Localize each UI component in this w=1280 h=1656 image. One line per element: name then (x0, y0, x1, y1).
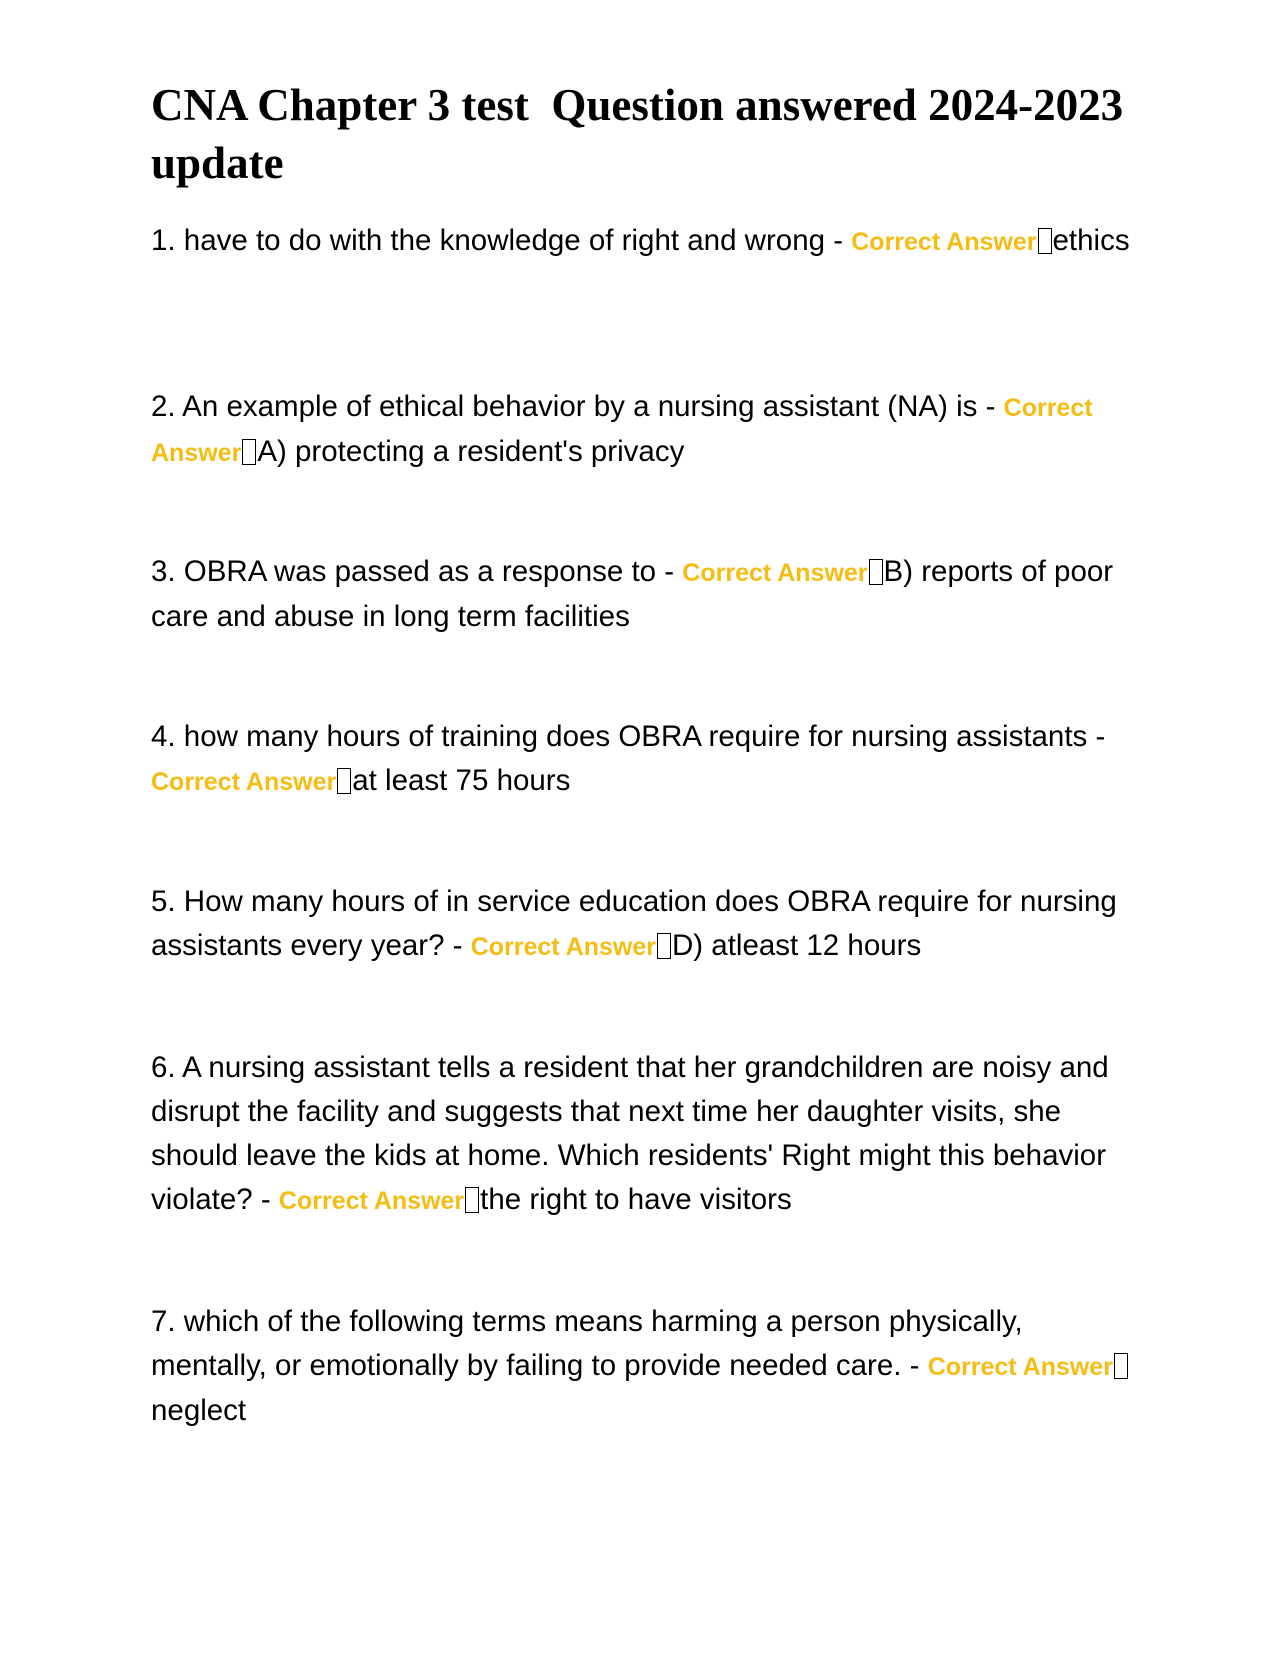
answer-text: neglect (151, 1394, 247, 1427)
answer-text: at least 75 hours (352, 764, 571, 797)
question-text: 7. which of the following terms means harming a person physically, mentally, or emotionally by failing to provide needed care. - (151, 1305, 1023, 1382)
missing-glyph-icon (869, 559, 883, 585)
question-text: 2. An example of ethical behavior by a nursing assistant (NA) is - (151, 390, 1004, 423)
answer-text: A) protecting a resident's privacy (257, 435, 685, 468)
question-text: 6. A nursing assistant tells a resident that her grandchildren are noisy and disrupt the facility and suggests that next time her daughter visits, she should leave the kids at home. Which residents' Right might this behavior violate? - (151, 1051, 1109, 1216)
question-item (151, 715, 1141, 804)
question-item (151, 219, 1141, 264)
question-text: 5. How many hours of in service education does OBRA require for nursing assistants every year? - (151, 885, 1117, 962)
answer-text: the right to have visitors (480, 1183, 792, 1216)
correct-answer-label: Correct Answer (682, 559, 868, 587)
missing-glyph-icon (1114, 1353, 1128, 1379)
correct-answer-label: Correct Answer (851, 228, 1037, 256)
missing-glyph-icon (1038, 228, 1052, 254)
question-item (151, 550, 1141, 639)
question-item (151, 1300, 1141, 1433)
answer-text: D) atleast 12 hours (671, 929, 922, 962)
question-text: 1. have to do with the knowledge of right and wrong - (151, 224, 852, 257)
question-text: 4. how many hours of training does OBRA require for nursing assistants - (151, 720, 1106, 753)
correct-answer-label: Correct Answer (927, 1353, 1113, 1381)
missing-glyph-icon (657, 933, 671, 959)
correct-answer-label: Correct Answer (151, 394, 1093, 467)
answer-text: ethics (1052, 224, 1130, 257)
correct-answer-label: Correct Answer (470, 933, 656, 961)
answer-text: B) reports of poor care and abuse in long term facilities (151, 555, 1114, 633)
missing-glyph-icon (465, 1187, 479, 1213)
question-item (151, 880, 1141, 969)
missing-glyph-icon (242, 439, 256, 465)
missing-glyph-icon (337, 768, 351, 794)
question-text: 3. OBRA was passed as a response to - (151, 555, 683, 588)
page-title: CNA Chapter 3 test Question answered 2024-2023 update (151, 80, 1135, 188)
question-item (151, 385, 1141, 475)
question-item (151, 1046, 1141, 1223)
correct-answer-label: Correct Answer (151, 768, 337, 796)
correct-answer-label: Correct Answer (278, 1187, 465, 1215)
